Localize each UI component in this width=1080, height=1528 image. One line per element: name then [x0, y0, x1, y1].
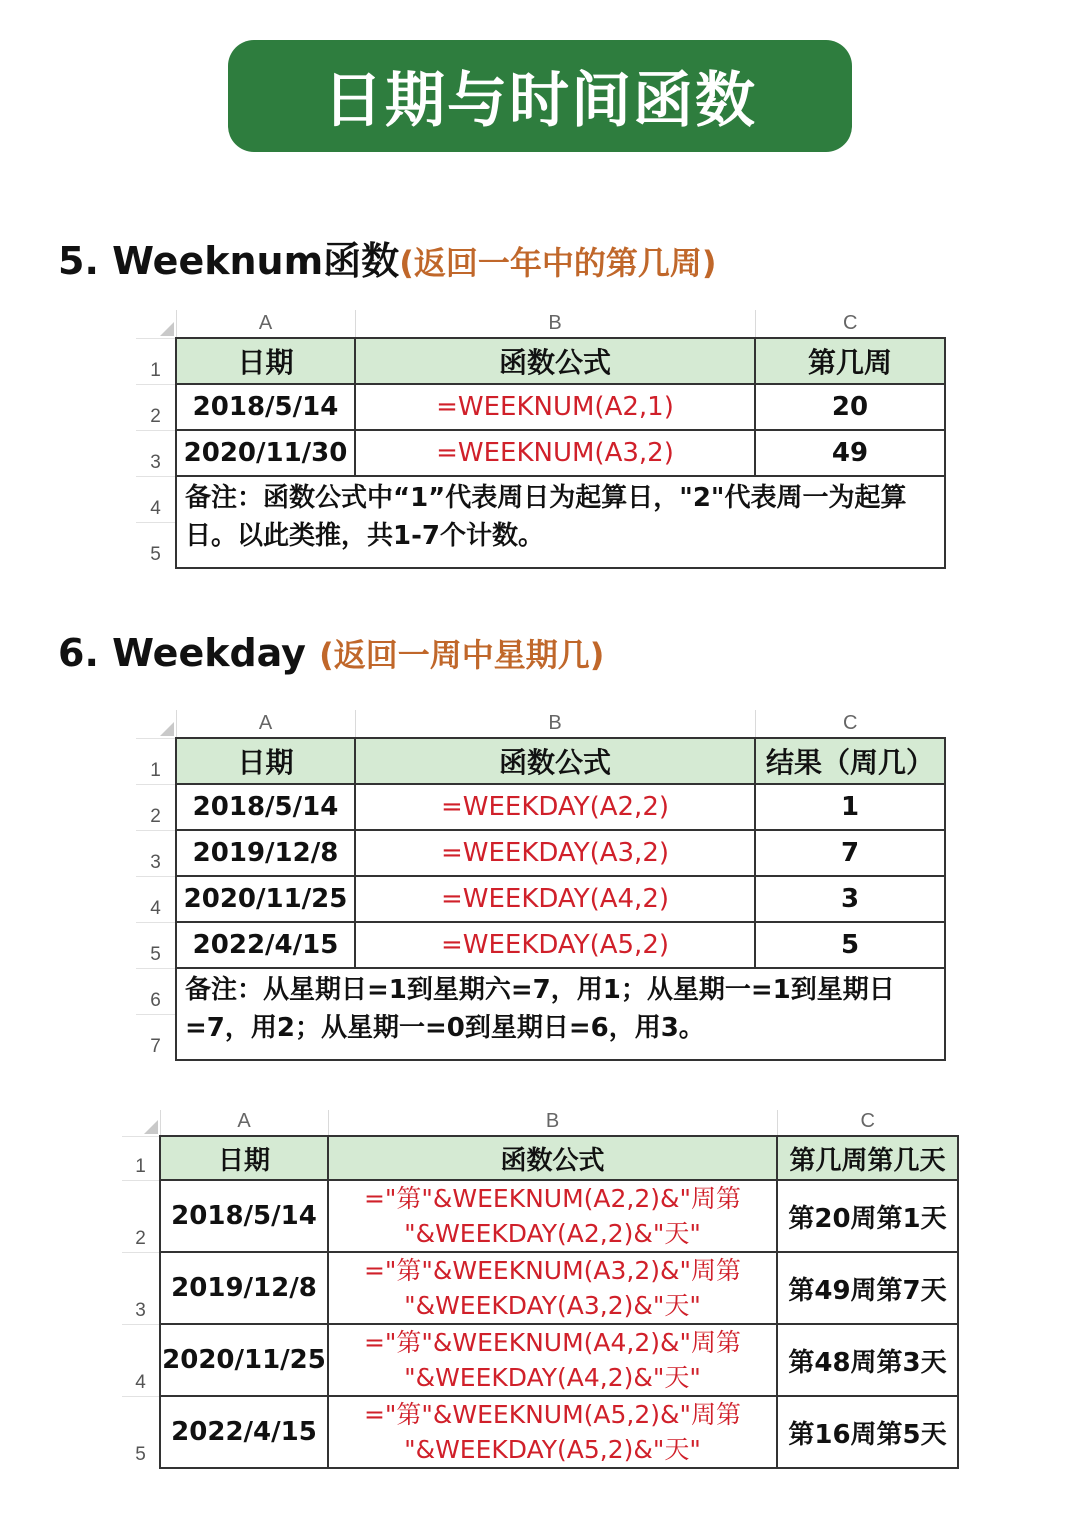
section-weeknum-heading: 5. Weeknum函数: [58, 239, 400, 283]
result-cell[interactable]: 第49周第7天: [777, 1252, 958, 1324]
date-cell[interactable]: 2020/11/25: [176, 876, 355, 922]
result-cell[interactable]: 1: [755, 784, 945, 830]
result-cell[interactable]: 第16周第5天: [777, 1396, 958, 1468]
header-cell-week-day[interactable]: 第几周第几天: [777, 1136, 958, 1180]
date-cell[interactable]: 2022/4/15: [176, 922, 355, 968]
row-header[interactable]: 5: [122, 1396, 160, 1468]
row-header[interactable]: 5: [136, 922, 176, 968]
formula-line-1: ="第"&WEEKNUM(A4,2)&"周第: [363, 1328, 742, 1357]
result-cell[interactable]: 20: [755, 384, 945, 430]
header-cell-date[interactable]: 日期: [176, 738, 355, 784]
row-header[interactable]: 3: [122, 1252, 160, 1324]
formula-cell[interactable]: [328, 1180, 777, 1252]
result-cell[interactable]: 7: [755, 830, 945, 876]
column-header-b[interactable]: B: [355, 310, 755, 338]
sheet-corner[interactable]: [136, 710, 176, 738]
section-weeknum-subtitle: (返回一年中的第几周): [399, 244, 717, 282]
date-cell[interactable]: 2018/5/14: [176, 784, 355, 830]
formula-cell[interactable]: =WEEKNUM(A2,1): [355, 384, 755, 430]
combined-sheet: [122, 1110, 959, 1469]
banner-title: 日期与时间函数: [323, 66, 757, 136]
formula-cell[interactable]: =WEEKDAY(A5,2): [355, 922, 755, 968]
header-cell-week[interactable]: 第几周: [755, 338, 945, 384]
column-header-a[interactable]: A: [176, 710, 355, 738]
date-cell[interactable]: 2022/4/15: [160, 1396, 328, 1468]
formula-line-1: ="第"&WEEKNUM(A3,2)&"周第: [363, 1256, 742, 1285]
date-cell[interactable]: 2019/12/8: [176, 830, 355, 876]
header-cell-formula[interactable]: 函数公式: [355, 338, 755, 384]
header-cell-date[interactable]: 日期: [160, 1136, 328, 1180]
formula-cell[interactable]: =WEEKDAY(A3,2): [355, 830, 755, 876]
sheet-corner[interactable]: [122, 1110, 160, 1136]
sheet-corner[interactable]: [136, 310, 176, 338]
header-cell-formula[interactable]: 函数公式: [355, 738, 755, 784]
column-header-c[interactable]: C: [777, 1110, 958, 1136]
note-cell[interactable]: 备注：函数公式中“1”代表周日为起算日，"2"代表周一为起算日。以此类推，共1-7个计数。: [176, 476, 945, 568]
row-header[interactable]: 7: [136, 1014, 176, 1060]
column-header-c[interactable]: C: [755, 710, 945, 738]
formula-cell[interactable]: [328, 1252, 777, 1324]
formula-cell[interactable]: [328, 1324, 777, 1396]
result-cell[interactable]: 第20周第1天: [777, 1180, 958, 1252]
note-cell[interactable]: 备注：从星期日=1到星期六=7，用1；从星期一=1到星期日=7，用2；从星期一=0到星期日=6，用3。: [176, 968, 945, 1060]
header-cell-result[interactable]: 结果（周几）: [755, 738, 945, 784]
formula-cell[interactable]: =WEEKDAY(A2,2): [355, 784, 755, 830]
row-header[interactable]: 1: [136, 738, 176, 784]
formula-line-1: ="第"&WEEKNUM(A2,2)&"周第: [363, 1184, 742, 1213]
column-header-b[interactable]: B: [328, 1110, 777, 1136]
header-cell-formula[interactable]: 函数公式: [328, 1136, 777, 1180]
section-weekday-subtitle: (返回一周中星期几): [319, 636, 605, 674]
formula-line-2: "&WEEKDAY(A2,2)&"天": [404, 1219, 701, 1248]
row-header[interactable]: 1: [122, 1136, 160, 1180]
row-header[interactable]: 2: [136, 784, 176, 830]
page-banner: [228, 40, 852, 152]
date-cell[interactable]: 2018/5/14: [176, 384, 355, 430]
header-cell-date[interactable]: 日期: [176, 338, 355, 384]
result-cell[interactable]: 49: [755, 430, 945, 476]
section-weeknum-title: [58, 230, 716, 285]
formula-line-2: "&WEEKDAY(A4,2)&"天": [404, 1363, 701, 1392]
formula-line-2: "&WEEKDAY(A5,2)&"天": [404, 1435, 701, 1464]
weekday-sheet: [136, 710, 946, 1061]
section-weekday-heading: 6. Weekday: [58, 631, 306, 675]
row-header[interactable]: 4: [136, 876, 176, 922]
formula-cell[interactable]: =WEEKDAY(A4,2): [355, 876, 755, 922]
column-header-c[interactable]: C: [755, 310, 945, 338]
date-cell[interactable]: 2019/12/8: [160, 1252, 328, 1324]
row-header[interactable]: 6: [136, 968, 176, 1014]
result-cell[interactable]: 第48周第3天: [777, 1324, 958, 1396]
formula-line-1: ="第"&WEEKNUM(A5,2)&"周第: [363, 1400, 742, 1429]
row-header[interactable]: 4: [122, 1324, 160, 1396]
row-header[interactable]: 2: [136, 384, 176, 430]
row-header[interactable]: 3: [136, 430, 176, 476]
row-header[interactable]: 1: [136, 338, 176, 384]
row-header[interactable]: 3: [136, 830, 176, 876]
column-header-a[interactable]: A: [176, 310, 355, 338]
section-weekday-title: [58, 630, 604, 676]
result-cell[interactable]: 3: [755, 876, 945, 922]
date-cell[interactable]: 2020/11/30: [176, 430, 355, 476]
weeknum-sheet: [136, 310, 946, 569]
column-header-a[interactable]: A: [160, 1110, 328, 1136]
row-header[interactable]: 5: [136, 522, 176, 568]
formula-cell[interactable]: =WEEKNUM(A3,2): [355, 430, 755, 476]
date-cell[interactable]: 2020/11/25: [160, 1324, 328, 1396]
row-header[interactable]: 4: [136, 476, 176, 522]
result-cell[interactable]: 5: [755, 922, 945, 968]
formula-line-2: "&WEEKDAY(A3,2)&"天": [404, 1291, 701, 1320]
row-header[interactable]: 2: [122, 1180, 160, 1252]
date-cell[interactable]: 2018/5/14: [160, 1180, 328, 1252]
column-header-b[interactable]: B: [355, 710, 755, 738]
formula-cell[interactable]: [328, 1396, 777, 1468]
